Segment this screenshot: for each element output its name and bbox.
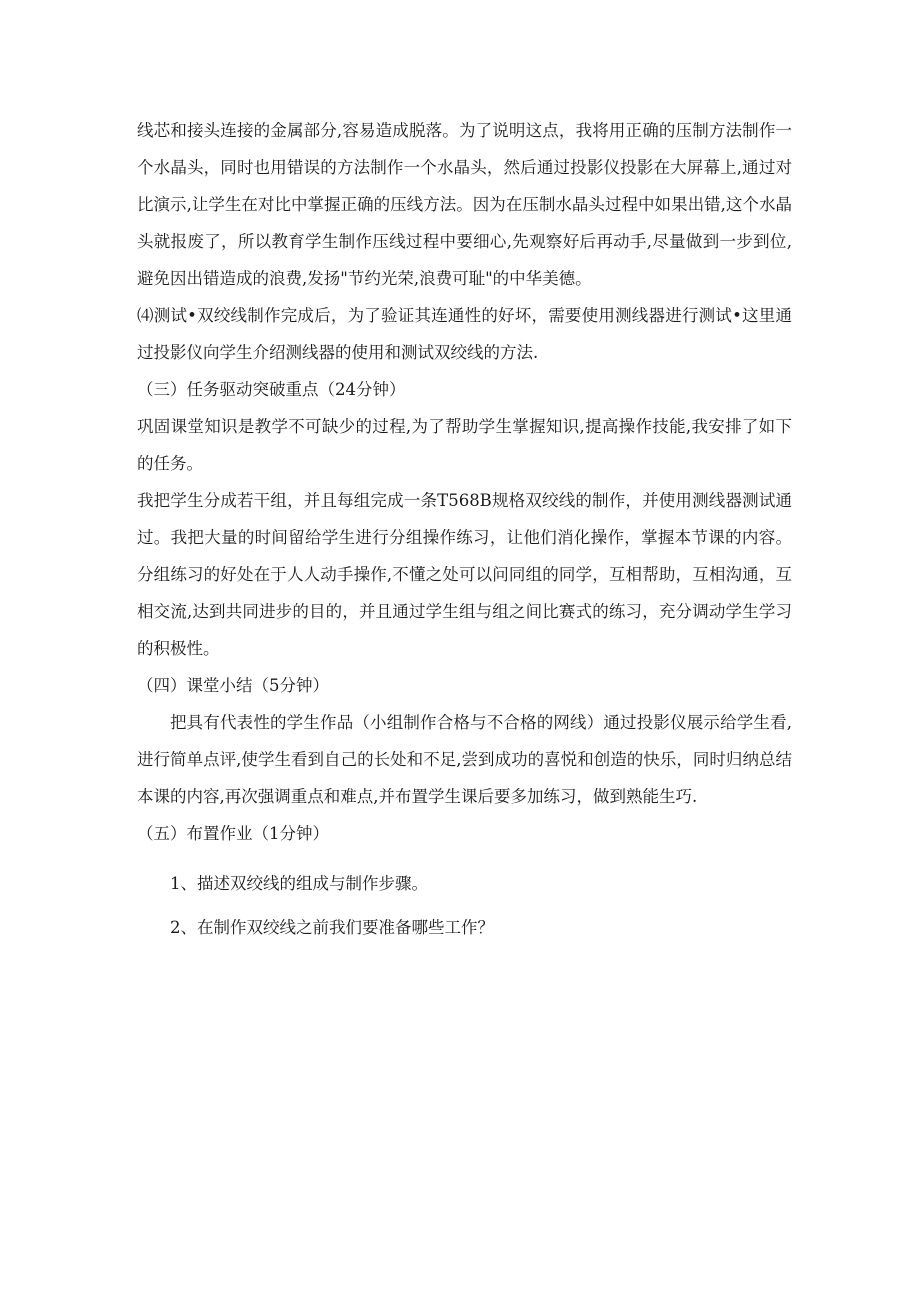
section-heading-homework: （五）布置作业（1分钟） (137, 824, 329, 843)
paragraph-crimping-demo: 线芯和接头连接的金属部分,容易造成脱落。为了说明这点，我将用正确的压制方法制作一个水晶头，同时也用错误的方法制作一个水晶头，然后通过投影仪投影在大屏幕上,通过对比演示,让学生在对比中掌握正确的压线方法。因为在压制水晶头过程中如果出错,这个水晶头就报废了，所以教育学生制作压线过程中要细心,先观察好后再动手,尽量做到一步到位,避免因出错造成的浪费,发扬"节约光荣,浪费可耻"的中华美德。 (137, 121, 792, 288)
paragraph-group-practice: 我把学生分成若干组，并且每组完成一条T568B规格双绞线的制作，并使用测线器测试通过。我把大量的时间留给学生进行分组操作练习，让他们消化操作，掌握本节课的内容。分组练习的好处在于人人动手操作,不懂之处可以问同组的同学，互相帮助，互相沟通，互相交流,达到共同进步的目的，并且通过学生组与组之间比赛式的练习，充分调动学生学习的积极性。 (137, 491, 792, 658)
paragraph-summary: 把具有代表性的学生作品（小组制作合格与不合格的网线）通过投影仪展示给学生看,进行简单点评,使学生看到自己的长处和不足,尝到成功的喜悦和创造的快乐，同时归纳总结本课的内容,再次强调重点和难点,并布置学生课后要多加练习，做到熟能生巧. (137, 713, 792, 806)
homework-item-1: 1、描述双绞线的组成与制作步骤。 (170, 874, 428, 893)
spacer (137, 852, 792, 862)
section-heading-summary: （四）课堂小结（5分钟） (137, 676, 329, 695)
paragraph-testing: ⑷测试•双绞线制作完成后，为了验证其连通性的好坏，需要使用测线器进行测试•这里通过投影仪向学生介绍测线器的使用和测试双绞线的方法. (137, 306, 792, 362)
homework-item-2: 2、在制作双绞线之前我们要准备哪些工作？ (170, 918, 494, 937)
section-heading-task-driven: （三）任务驱动突破重点（24分钟） (137, 380, 406, 399)
document-body (137, 112, 792, 950)
paragraph-consolidation: 巩固课堂知识是教学不可缺少的过程,为了帮助学生掌握知识,提高操作技能,我安排了如下的任务。 (137, 417, 792, 473)
